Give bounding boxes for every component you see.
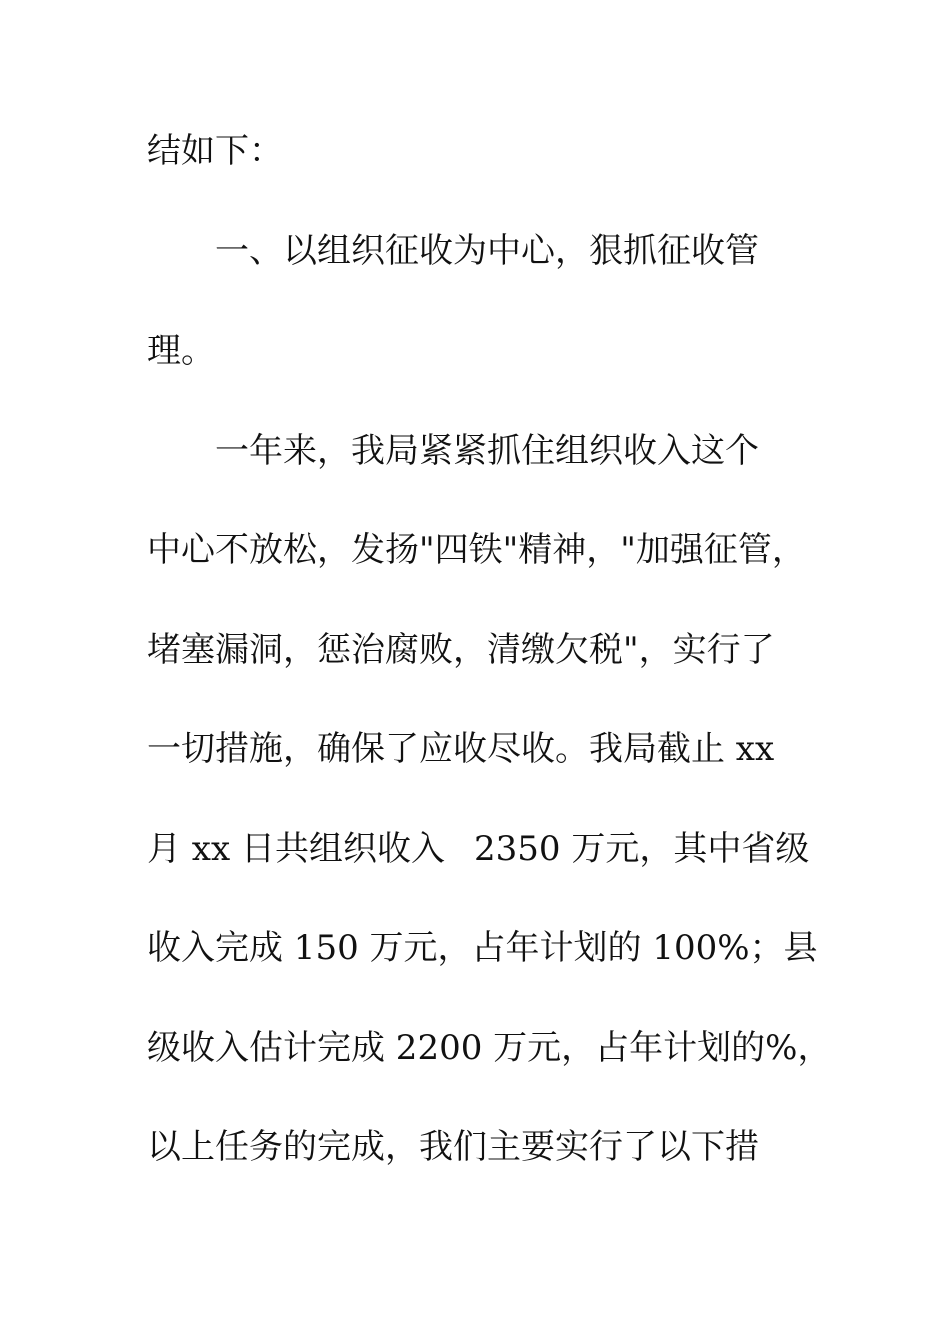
text-line: [0, 525, 950, 575]
text-segment: 结如下：: [147, 131, 283, 171]
text-segment: 收入完成 150 万元，占年计划的 100%；县: [147, 928, 818, 968]
text-segment: 一、以组织征收为中心，狠抓征收管: [215, 231, 759, 271]
text-line: [0, 724, 950, 774]
text-segment: 堵塞漏洞，惩治腐败，清缴欠税"，实行了: [147, 630, 775, 670]
text-segment: 一年来，我局紧紧抓住组织收入这个: [215, 431, 759, 471]
text-line: [0, 824, 950, 874]
text-line: [0, 923, 950, 973]
text-segment: 中心不放松，发扬"四铁"精神，"加强征管，: [147, 530, 806, 570]
paragraph-first-line: [0, 426, 950, 476]
text-line: [0, 1023, 950, 1073]
text-line: [0, 326, 950, 376]
text-segment: 一切措施，确保了应收尽收。我局截止 xx: [147, 729, 775, 769]
text-line: [0, 1122, 950, 1172]
section-heading: [0, 226, 950, 276]
text-segment: 2350 万元，其中省级: [474, 829, 810, 869]
text-line: [0, 126, 950, 176]
text-segment: 月 xx 日共组织收入: [147, 829, 445, 869]
text-segment: 理。: [147, 331, 215, 371]
text-line: [0, 625, 950, 675]
text-segment: 级收入估计完成 2200 万元，占年计划的%，: [147, 1028, 832, 1068]
text-segment: 以上任务的完成，我们主要实行了以下措: [147, 1127, 759, 1167]
